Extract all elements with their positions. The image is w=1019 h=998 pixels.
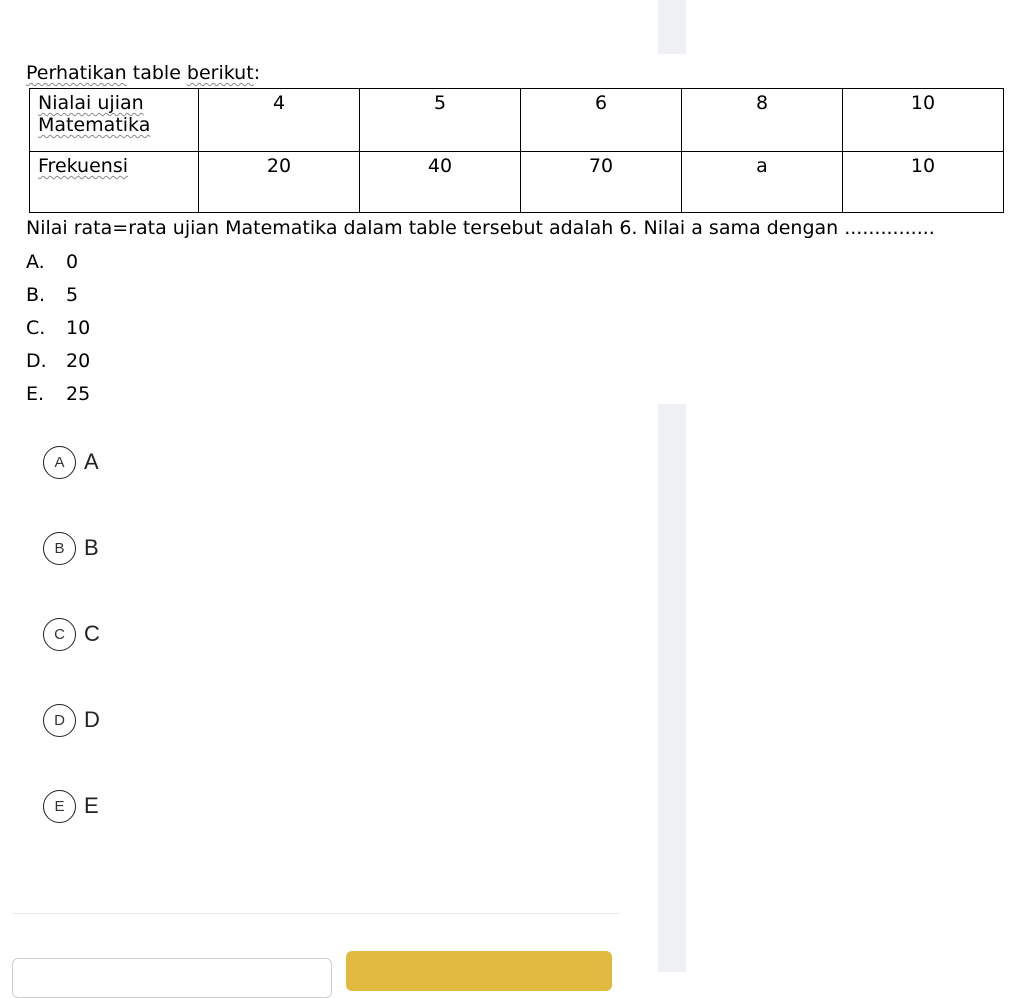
option-letter: C. bbox=[26, 317, 46, 339]
table-cell: a bbox=[682, 152, 843, 213]
option-letter: D. bbox=[26, 350, 47, 372]
header-line: Frekuensi bbox=[38, 155, 128, 177]
choice-badge[interactable]: A bbox=[43, 446, 76, 479]
choice-badge[interactable]: E bbox=[43, 790, 76, 823]
option-value: 5 bbox=[66, 284, 79, 306]
choice-badge[interactable]: B bbox=[43, 532, 76, 565]
choice-a[interactable] bbox=[43, 443, 99, 481]
row-header-nilai bbox=[30, 89, 199, 152]
table-cell: 6 bbox=[521, 89, 682, 152]
choice-b[interactable] bbox=[43, 529, 99, 567]
header-line: Nialai ujian bbox=[38, 92, 144, 114]
question-image bbox=[0, 55, 1019, 405]
option-letter: E. bbox=[26, 383, 45, 405]
list-item bbox=[26, 317, 90, 350]
question-intro: Perhatikan table berikut: bbox=[26, 62, 261, 84]
choice-c[interactable] bbox=[43, 615, 100, 653]
option-value: 0 bbox=[66, 251, 79, 273]
table-row bbox=[30, 152, 1004, 213]
option-value: 25 bbox=[66, 383, 91, 405]
choice-label: E bbox=[84, 793, 99, 818]
question-text: Nilai rata=rata ujian Matematika dalam table tersebut adalah 6. Nilai a sama dengan ............... bbox=[26, 217, 935, 239]
list-item bbox=[26, 251, 90, 284]
table-cell: 70 bbox=[521, 152, 682, 213]
table-cell: 10 bbox=[843, 152, 1004, 213]
list-item bbox=[26, 383, 90, 416]
intro-word-1: Perhatikan bbox=[26, 62, 127, 84]
choice-d[interactable] bbox=[43, 701, 100, 739]
scroll-strip-side[interactable] bbox=[658, 404, 686, 972]
choice-label: D bbox=[84, 707, 100, 732]
table-row bbox=[30, 89, 1004, 152]
choice-label: B bbox=[84, 535, 99, 560]
secondary-button[interactable] bbox=[12, 958, 332, 998]
table-cell: 10 bbox=[843, 89, 1004, 152]
divider bbox=[12, 913, 620, 914]
option-letter: B. bbox=[26, 284, 46, 306]
option-value: 10 bbox=[66, 317, 91, 339]
table-cell: 40 bbox=[360, 152, 521, 213]
scroll-strip-top bbox=[658, 0, 686, 54]
option-list bbox=[26, 251, 90, 416]
option-value: 20 bbox=[66, 350, 91, 372]
header-line: Matematika bbox=[38, 114, 151, 136]
choice-label: A bbox=[84, 449, 99, 474]
table-cell: 8 bbox=[682, 89, 843, 152]
row-header-frekuensi bbox=[30, 152, 199, 213]
table-cell: 4 bbox=[199, 89, 360, 152]
list-item bbox=[26, 284, 90, 317]
option-letter: A. bbox=[26, 251, 45, 273]
primary-button[interactable] bbox=[346, 951, 612, 991]
table-cell: 20 bbox=[199, 152, 360, 213]
choice-badge[interactable]: D bbox=[43, 704, 76, 737]
choice-badge[interactable]: C bbox=[43, 618, 76, 651]
choice-e[interactable] bbox=[43, 787, 99, 825]
choice-label: C bbox=[84, 621, 100, 646]
data-table bbox=[29, 88, 1004, 213]
intro-word-3: berikut bbox=[186, 62, 254, 84]
table-cell: 5 bbox=[360, 89, 521, 152]
list-item bbox=[26, 350, 90, 383]
